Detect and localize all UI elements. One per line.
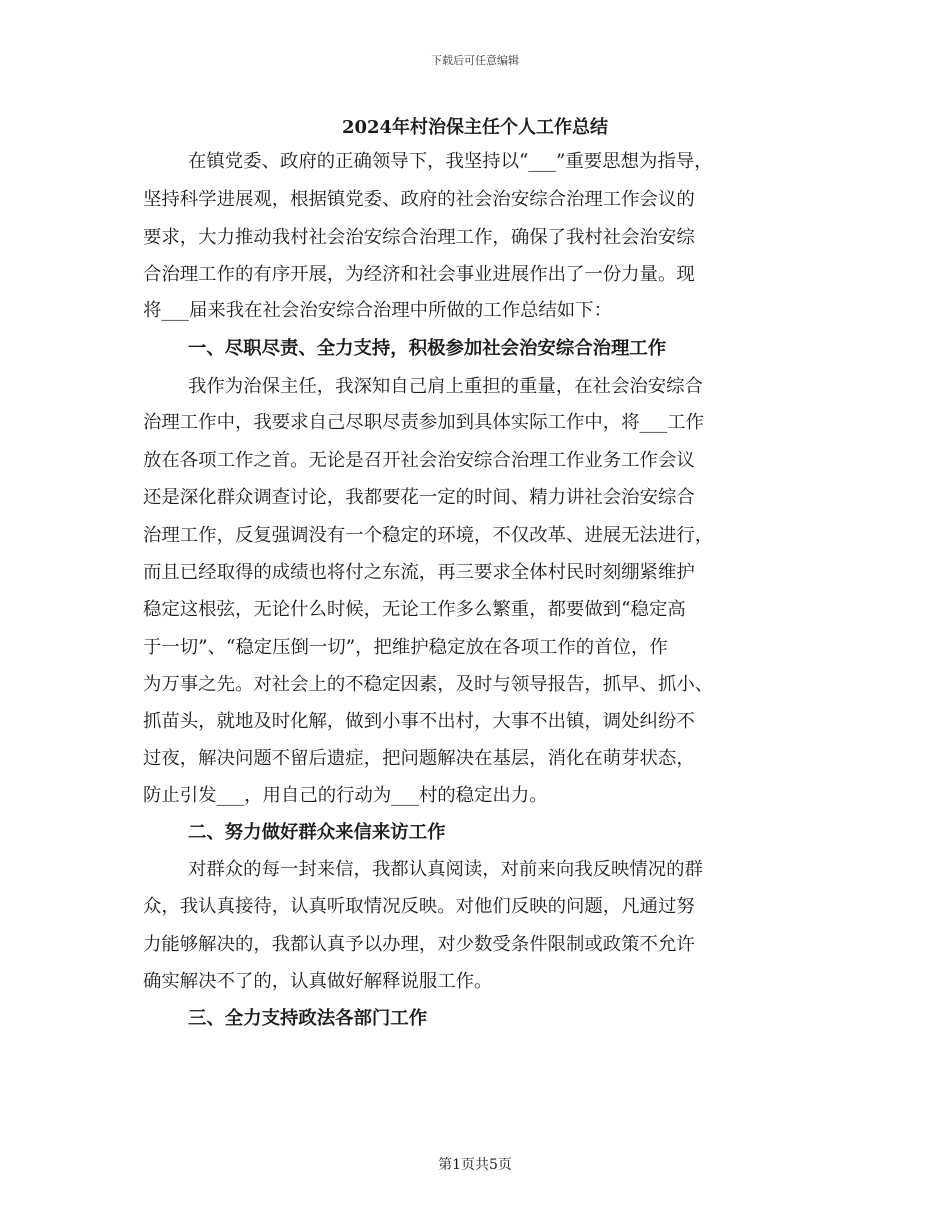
paragraph-line: 确实解决不了的，认真做好解释说服工作。 bbox=[143, 971, 493, 992]
section-heading-2: 二、努力做好群众来信来访工作 bbox=[188, 822, 446, 843]
section-heading-1: 一、尽职尽责、全力支持，积极参加社会治安综合治理工作 bbox=[188, 338, 667, 359]
paragraph-line: 过夜，解决问题不留后遗症，把问题解决在基层，消化在萌芽状态， bbox=[143, 748, 695, 769]
paragraph-line: 将___届来我在社会治安综合治理中所做的工作总结如下： bbox=[143, 300, 612, 321]
paragraph-line: 为万事之先。对社会上的不稳定因素，及时与领导报告，抓早、抓小、 bbox=[143, 674, 714, 695]
paragraph-line: 力能够解决的，我都认真予以办理，对少数受条件限制或政策不允许 bbox=[143, 934, 695, 955]
paragraph-line: 而且已经取得的成绩也将付之东流，再三要求全体村民时刻绷紧维护 bbox=[143, 562, 695, 583]
paragraph-line: 稳定这根弦，无论什么时候，无论工作多么繁重，都要做到“稳定高 bbox=[143, 599, 686, 620]
paragraph-line: 合治理工作的有序开展，为经济和社会事业进展作出了一份力量。现 bbox=[143, 264, 695, 285]
paragraph-line: 防止引发___，用自己的行动为___村的稳定出力。 bbox=[143, 785, 548, 806]
paragraph-line: 众，我认真接待，认真听取情况反映。对他们反映的问题，凡通过努 bbox=[143, 896, 695, 917]
header-note: 下载后可任意编辑 bbox=[431, 54, 519, 67]
document-title: 2024年村治保主任个人工作总结 bbox=[341, 117, 609, 138]
paragraph-line: 于一切”、“稳定压倒一切”，把维护稳定放在各项工作的首位，作 bbox=[143, 637, 668, 658]
paragraph-line: 治理工作，反复强调没有一个稳定的环境，不仅改革、进展无法进行， bbox=[143, 525, 714, 546]
page-footer: 第1页共5页 bbox=[438, 1157, 512, 1173]
paragraph-line: 对群众的每一封来信，我都认真阅读，对前来向我反映情况的群 bbox=[188, 859, 703, 880]
paragraph-line: 治理工作中，我要求自己尽职尽责参加到具体实际工作中，将___工作 bbox=[143, 412, 704, 433]
section-heading-3: 三、全力支持政法各部门工作 bbox=[188, 1008, 428, 1029]
paragraph-line: 我作为治保主任，我深知自己肩上重担的重量，在社会治安综合 bbox=[188, 376, 703, 397]
paragraph-line: 抓苗头，就地及时化解，做到小事不出村，大事不出镇，调处纠纷不 bbox=[143, 711, 695, 732]
paragraph-line: 还是深化群众调查讨论，我都要花一定的时间、精力讲社会治安综合 bbox=[143, 487, 695, 508]
paragraph-line: 放在各项工作之首。无论是召开社会治安综合治理工作业务工作会议 bbox=[143, 450, 695, 471]
paragraph-line: 要求，大力推动我村社会治安综合治理工作，确保了我村社会治安综 bbox=[143, 227, 695, 248]
paragraph-line: 在镇党委、政府的正确领导下，我坚持以“___”重要思想为指导， bbox=[188, 151, 713, 172]
paragraph-line: 坚持科学进展观，根据镇党委、政府的社会治安综合治理工作会议的 bbox=[143, 189, 695, 210]
